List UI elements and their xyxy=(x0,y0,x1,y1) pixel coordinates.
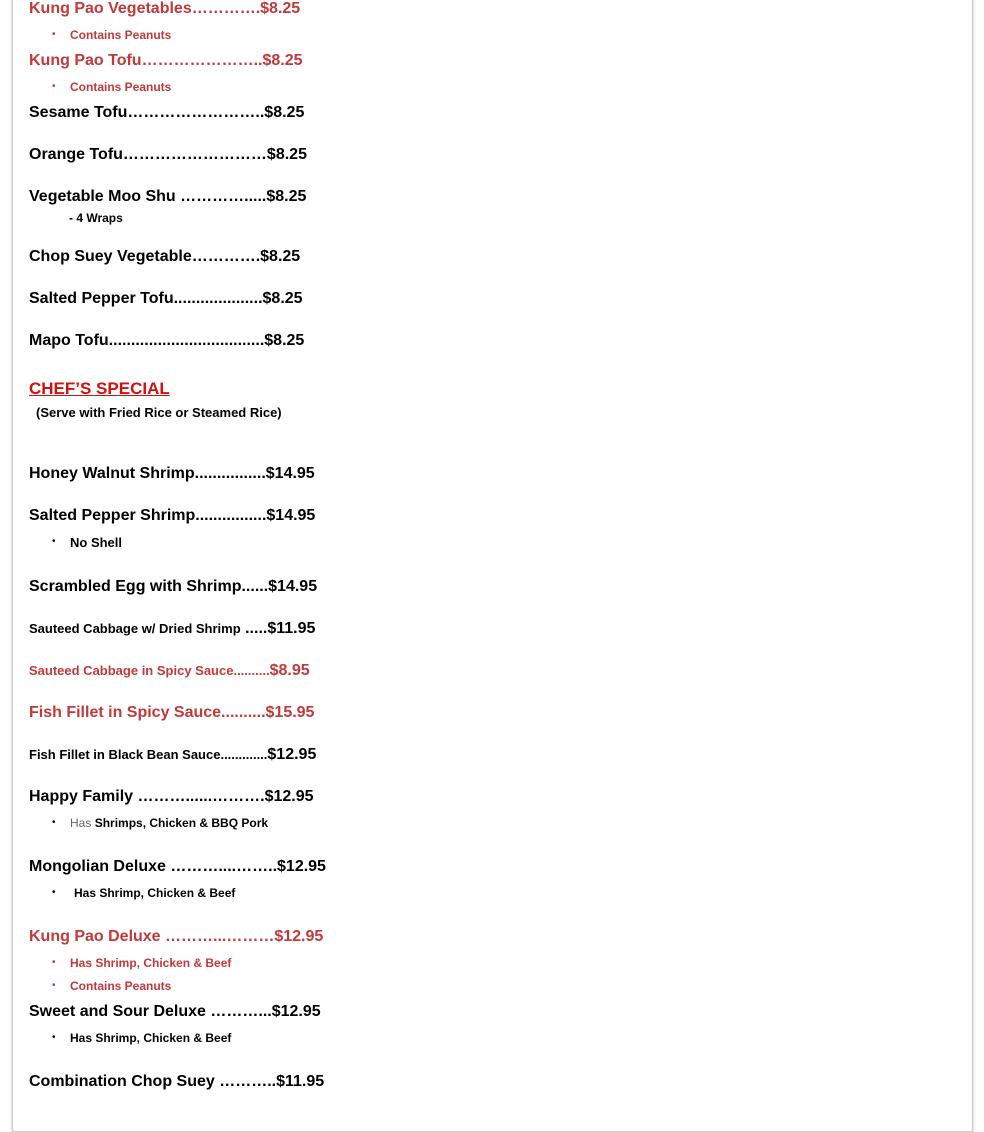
menu-item xyxy=(29,333,304,349)
menu-item xyxy=(29,929,323,945)
section-heading: CHEF’S SPECIAL xyxy=(29,379,170,398)
allergy-note: Contains Peanuts xyxy=(70,979,172,993)
item-price: $14.95 xyxy=(265,465,315,482)
item-price: $14.95 xyxy=(268,578,318,595)
section-subtitle: (Serve with Fried Rice or Steamed Rice) xyxy=(36,405,282,420)
item-price: $8.25 xyxy=(264,332,305,349)
item-note: - 4 Wraps xyxy=(69,211,123,225)
item-price: $12.95 xyxy=(277,858,326,875)
item-note: Has Shrimp, Chicken & Beef xyxy=(70,956,232,970)
menu-item xyxy=(29,249,300,265)
item-name: Salted Pepper Shrimp................ xyxy=(29,507,267,524)
bullet: • xyxy=(52,81,56,92)
menu-item xyxy=(29,291,303,307)
item-dots: ..... xyxy=(240,620,268,637)
item-name: Scrambled Egg with Shrimp...... xyxy=(29,578,269,595)
has-label: Has xyxy=(70,816,92,830)
item-name: Kung Pao Tofu………………….. xyxy=(29,52,263,69)
item-note xyxy=(70,817,268,829)
item-name: Kung Pao Deluxe ………...……… xyxy=(29,928,275,945)
item-note: No Shell xyxy=(70,535,123,550)
bullet: • xyxy=(52,29,56,40)
item-price: $12.95 xyxy=(264,788,314,805)
item-note: Has Shrimp, Chicken & Beef xyxy=(70,1031,232,1045)
menu-item xyxy=(29,189,306,205)
item-price: $12.95 xyxy=(267,746,317,763)
menu-item xyxy=(29,859,326,875)
item-price: $8.25 xyxy=(264,104,305,121)
item-name: Kung Pao Vegetables…………. xyxy=(29,0,261,17)
item-price: $8.25 xyxy=(260,248,301,265)
menu-item xyxy=(29,789,314,805)
item-price: $8.95 xyxy=(269,662,310,679)
item-name: Vegetable Moo Shu …………..... xyxy=(29,188,267,205)
menu-item xyxy=(29,1,300,17)
bullet: • xyxy=(52,817,56,828)
menu-item xyxy=(29,105,304,121)
item-name: Combination Chop Suey ……….. xyxy=(29,1073,277,1090)
bullet: • xyxy=(52,980,56,991)
item-name: Chop Suey Vegetable…………. xyxy=(29,248,261,265)
allergy-note: Contains Peanuts xyxy=(70,80,172,94)
item-contents: Shrimps, Chicken & BBQ Pork xyxy=(94,816,269,830)
item-price: $12.95 xyxy=(271,1003,321,1020)
menu-item xyxy=(29,705,314,721)
item-price: $8.25 xyxy=(266,146,307,163)
item-name: Mapo Tofu................................... xyxy=(29,332,265,349)
bullet: • xyxy=(52,957,56,968)
item-name: Happy Family ………......………. xyxy=(29,788,265,805)
item-price: $15.95 xyxy=(265,704,315,721)
menu-item xyxy=(29,747,316,763)
menu-item xyxy=(29,621,315,637)
item-price: $8.25 xyxy=(260,0,301,17)
item-price: $8.25 xyxy=(262,290,303,307)
item-price: $12.95 xyxy=(274,928,324,945)
menu-item xyxy=(29,663,310,679)
menu-item xyxy=(29,466,315,482)
item-price: $8.25 xyxy=(266,188,307,205)
bullet: • xyxy=(52,1032,56,1043)
item-name: Sesame Tofu…………………….. xyxy=(29,104,265,121)
bullet: • xyxy=(52,887,56,898)
item-price: $14.95 xyxy=(266,507,316,524)
item-name: Sauteed Cabbage in Spicy Sauce.......... xyxy=(29,663,270,678)
item-name: Salted Pepper Tofu.................... xyxy=(29,290,263,307)
bullet: • xyxy=(52,536,56,547)
menu-item xyxy=(29,579,317,595)
item-name: Fish Fillet in Spicy Sauce.......... xyxy=(29,704,266,721)
item-price: $11.95 xyxy=(276,1073,325,1090)
menu-item xyxy=(29,1074,324,1090)
item-name: Fish Fillet in Black Bean Sauce............. xyxy=(29,747,268,762)
item-name: Sweet and Sour Deluxe ………... xyxy=(29,1003,272,1020)
menu-item xyxy=(29,508,315,524)
item-name: Orange Tofu……………………… xyxy=(29,146,267,163)
allergy-note: Contains Peanuts xyxy=(70,28,172,42)
item-name: Honey Walnut Shrimp................ xyxy=(29,465,266,482)
item-name: Mongolian Deluxe ………....…….. xyxy=(29,858,278,875)
item-price: $8.25 xyxy=(262,52,303,69)
item-name: Sauteed Cabbage w/ Dried Shrimp xyxy=(29,621,241,636)
item-note: Has Shrimp, Chicken & Beef xyxy=(74,886,236,900)
menu-item xyxy=(29,53,303,69)
item-price: $11.95 xyxy=(267,620,316,637)
menu-item xyxy=(29,147,307,163)
menu-item xyxy=(29,1004,321,1020)
